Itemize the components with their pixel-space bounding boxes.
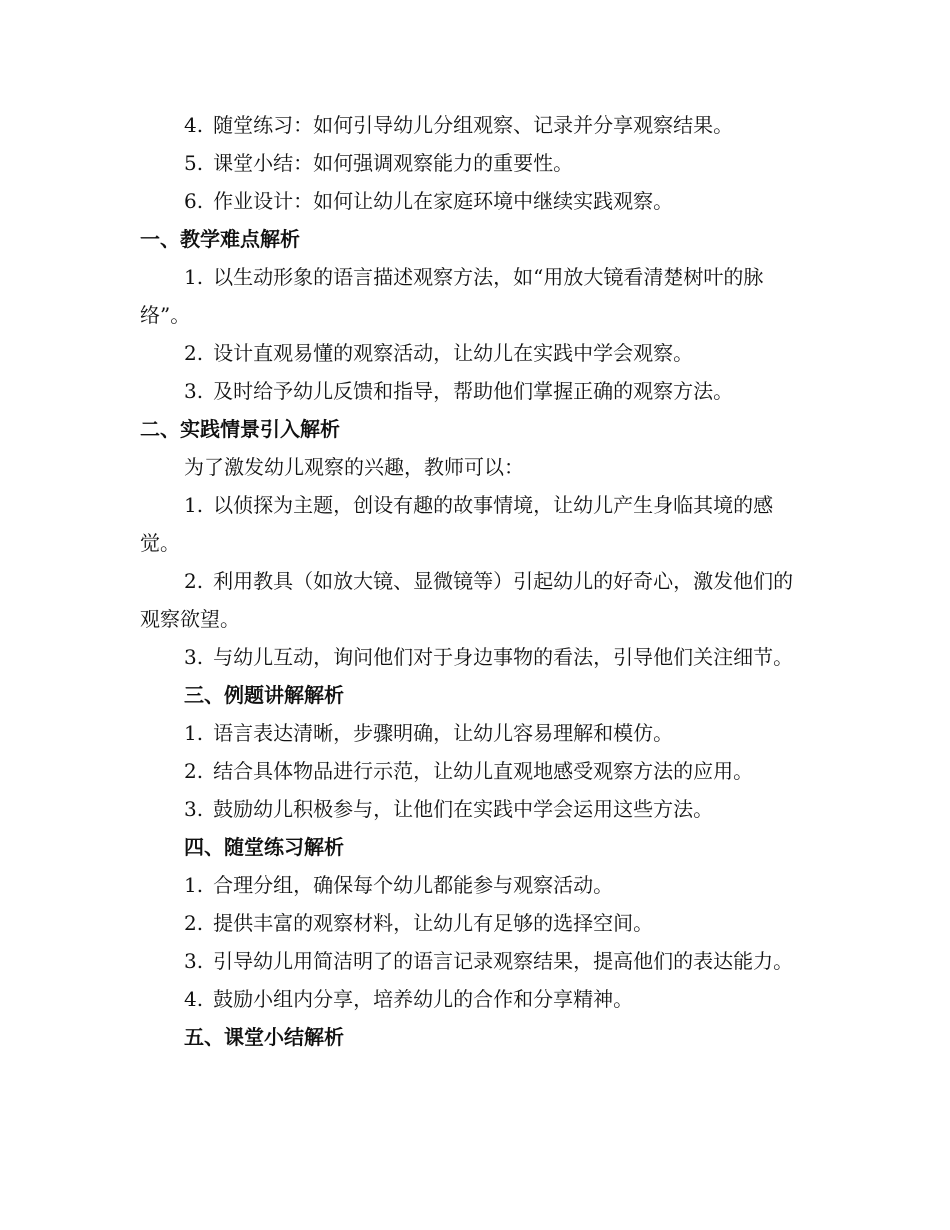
item-number: 2. <box>184 341 204 365</box>
list-item <box>140 106 810 144</box>
list-item <box>140 182 810 220</box>
item-text: 结合具体物品进行示范，让幼儿直观地感受观察方法的应用。 <box>213 759 754 783</box>
item-text: 课堂小结：如何强调观察能力的重要性。 <box>213 151 574 175</box>
section-class-summary <box>140 1018 810 1056</box>
section-heading: 三、例题讲解解析 <box>184 683 344 707</box>
list-item <box>140 638 810 676</box>
item-text: 作业设计：如何让幼儿在家庭环境中继续实践观察。 <box>213 189 674 213</box>
list-item <box>140 752 810 790</box>
item-text: 合理分组，确保每个幼儿都能参与观察活动。 <box>213 873 614 897</box>
list-item <box>140 980 810 1018</box>
item-text: 语言表达清晰，步骤明确，让幼儿容易理解和模仿。 <box>213 721 674 745</box>
item-number: 2. <box>184 911 204 935</box>
list-item <box>140 714 810 752</box>
item-text: 与幼儿互动，询问他们对于身边事物的看法，引导他们关注细节。 <box>213 645 794 669</box>
list-item <box>140 372 810 410</box>
item-number: 1. <box>184 721 204 745</box>
item-number: 4. <box>184 113 204 137</box>
section-intro: 为了激发幼儿观察的兴趣，教师可以： <box>184 455 524 479</box>
item-text: 利用教具（如放大镜、显微镜等）引起幼儿的好奇心，激发他们的观察欲望。 <box>140 569 794 631</box>
item-number: 3. <box>184 379 204 403</box>
item-text: 及时给予幼儿反馈和指导，帮助他们掌握正确的观察方法。 <box>213 379 734 403</box>
item-number: 5. <box>184 151 204 175</box>
item-number: 3. <box>184 797 204 821</box>
list-item <box>140 258 810 334</box>
item-text: 鼓励小组内分享，培养幼儿的合作和分享精神。 <box>213 987 634 1011</box>
section-heading: 四、随堂练习解析 <box>184 835 344 859</box>
item-number: 1. <box>184 873 204 897</box>
item-number: 1. <box>184 493 204 517</box>
item-text: 提供丰富的观察材料，让幼儿有足够的选择空间。 <box>213 911 654 935</box>
list-item <box>140 942 810 980</box>
item-text: 以生动形象的语言描述观察方法，如“用放大镜看清楚树叶的脉络”。 <box>140 265 764 327</box>
item-number: 3. <box>184 645 204 669</box>
item-number: 2. <box>184 569 204 593</box>
section-heading: 一、教学难点解析 <box>140 227 300 251</box>
top-list <box>140 106 810 220</box>
list-item <box>140 334 810 372</box>
item-number: 2. <box>184 759 204 783</box>
item-text: 鼓励幼儿积极参与，让他们在实践中学会运用这些方法。 <box>213 797 714 821</box>
item-number: 4. <box>184 987 204 1011</box>
section-classroom-practice <box>140 828 810 1018</box>
list-item <box>140 486 810 562</box>
section-practice-scenario <box>140 410 810 676</box>
section-heading: 二、实践情景引入解析 <box>140 417 340 441</box>
item-number: 1. <box>184 265 204 289</box>
item-text: 设计直观易懂的观察活动，让幼儿在实践中学会观察。 <box>213 341 694 365</box>
list-item <box>140 904 810 942</box>
list-item <box>140 790 810 828</box>
section-teaching-difficulties <box>140 220 810 410</box>
item-text: 以侦探为主题，创设有趣的故事情境，让幼儿产生身临其境的感觉。 <box>140 493 774 555</box>
list-item <box>140 562 810 638</box>
section-example-explanation <box>140 676 810 828</box>
item-text: 随堂练习：如何引导幼儿分组观察、记录并分享观察结果。 <box>213 113 734 137</box>
item-text: 引导幼儿用简洁明了的语言记录观察结果，提高他们的表达能力。 <box>213 949 794 973</box>
section-heading: 五、课堂小结解析 <box>184 1025 344 1049</box>
item-number: 6. <box>184 189 204 213</box>
list-item <box>140 866 810 904</box>
list-item <box>140 144 810 182</box>
item-number: 3. <box>184 949 204 973</box>
